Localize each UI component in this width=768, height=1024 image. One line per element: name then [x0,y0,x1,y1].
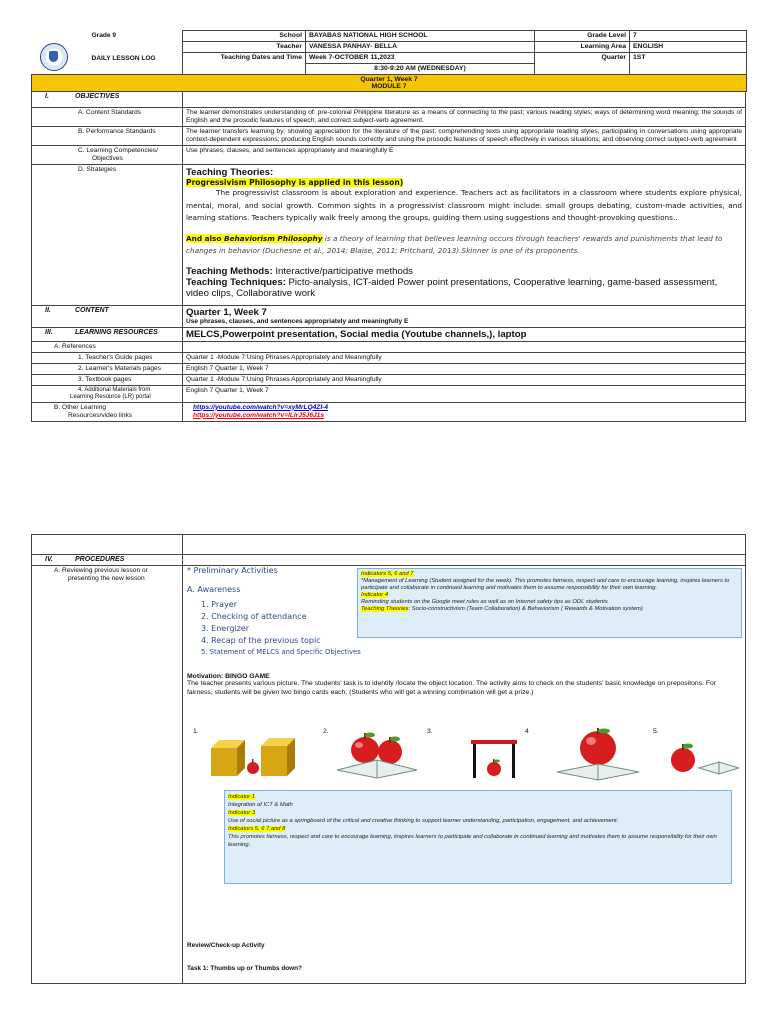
pic-num-5: 5. [653,728,659,735]
content-cell [183,305,746,327]
video-links [183,402,746,421]
pic-num-1: 1. [193,728,199,735]
lesson-log-page-1 [31,30,746,422]
grade-label: Grade 9 [91,31,117,39]
step-5: 5. Statement of MELCS and Specific Objectives [201,648,361,656]
objectives-heading: I. OBJECTIVES [32,92,183,108]
teaching-techniques: Teaching Techniques: Picto-analysis, ICT-aided Power point presentations, Cooperative learning, game-based assessment, video clips, Collaborative work [186,276,718,299]
content-standards-text: The learner demonstrates understanding of: pre-colonial Philippine literature as a means of connecting to the past; various reading styles; ways of determining word meaning; the sounds of English and the prosodic features of speech; and correct subject-verb agreement. [183,108,746,127]
progressivism-label: Progressivism Philosophy is applied in this lesson) [186,178,404,187]
deped-seal-icon [40,42,68,71]
pic-num-3: 3. [427,728,433,735]
pic-num-2: 2. [323,728,329,735]
content-line-2: Use phrases, clauses, and sentences appropriately and meaningfully E [186,317,409,325]
textbook-label: 3. Textbook pages [32,374,183,385]
boxes-apple-icon [209,734,309,780]
step-4: 4. Recap of the previous topic [201,636,321,645]
video-link-1[interactable]: https://youtube.com/watch?v=xyMrLQ4ZI-4 [193,403,329,411]
banner-line-2: MODULE 7 [371,83,407,90]
performance-standards-label: B. Performance Standards [32,127,183,146]
pic-num-4: 4 [525,728,529,735]
progressivism-text: The progressivist classroom is about exploration and experience. Teachers act as facilitators in a classroom where students explore physical, mental, moral, and social growth. Common sights in a progressivist classroom might include: small groups debating, custom-made activities, and learning stations. Teachers typically walk freely among the groups, guiding them using suggestions and thought-provoking questions.. [186,188,742,222]
strategies-label: D. Strategies [32,165,183,306]
apple-beside-book-icon [669,736,739,780]
time-value: 8:30-9:20 AM (WEDNESDAY) [306,64,535,75]
area-value: ENGLISH [630,42,747,53]
dates-label: Teaching Dates and Time [183,53,306,75]
indicator-box-1: Indicators 5, 6 and 7 *Management of Learning (Student assigned for the week). This promotes fairness, respect and care to encourage learning, inspires learners to participate and collaborate in continued learning and motivates them to assume responsibility for their own learning. Indicator 4 Reminding students on the Google meet rules as well as on Internet safety tips as ODL students Teaching Theories: Socio-constructivism (Team Collaboration) & Behaviorism ( Rewards & Motivation system) [357,568,742,638]
preliminary-title: * Preliminary Activities [187,566,278,575]
other-resources-label: B. Other Learning Resources/video links [32,402,183,421]
teacher-value: VANESSA PANHAY- BELLA [306,42,535,53]
step-1: 1. Prayer [201,600,237,609]
references-label: A. References [32,341,183,352]
objectives-blank [183,92,746,108]
blank-2 [183,535,746,555]
grade-level-label: Grade Level [535,31,630,42]
grade-level-value: 7 [630,31,747,42]
lr-value: English 7 Quarter 1, Week 7 [183,385,746,402]
strategies-cell [183,165,746,306]
performance-standards-text: The learner transfers learning by: showing appreciation for the literature of the past; comprehending texts using appropriate reading styles; participating in conversations using appropriate context-dependent expressions; producing English sounds correctly and using the prosodic features of speech effectively in various situations; and observing correct subject-verb agreement [183,127,746,146]
textbook-value: Quarter 1 -Module 7:Using Phrases Appropriately and Meaningfully [183,374,746,385]
behaviorism-paragraph: And also Behaviorism Philosophy is a theory of learning that believes learning occurs through teachers' rewards and punishments that lead to changes in behavior (Duchesne et al., 2014; Blaise, 2011; Pritchard, 2013).Skinner is one of its proponents. [186,233,723,255]
content-standards-label: A. Content Standards [32,108,183,127]
body-table [31,91,746,422]
video-link-2[interactable]: https://youtube.com/watch?v=lLlrJ5J6J1s [193,411,324,419]
quarter-banner [32,75,747,92]
resources-text: MELCS,Powerpoint presentation, Social media (Youtube channels,), laptop [183,327,746,341]
review-title: Review/Check-up Activity [187,942,265,949]
teacher-label: Teacher [183,42,306,53]
procedures-heading: IV. PROCEDURES [32,555,183,566]
log-title: DAILY LESSON LOG [91,54,156,62]
task-title: Task 1: Thumbs up or Thumbs down? [187,965,302,972]
content-line-1: Quarter 1, Week 7 [186,306,267,318]
step-2: 2. Checking of attendance [201,612,307,621]
apple-under-table-icon [469,738,519,780]
competencies-label: C. Learning Competencies/ Objectives [32,146,183,165]
apple-above-book-icon [555,728,641,782]
teaching-methods: Teaching Methods: Interactive/participative methods [186,265,413,277]
dates-value: Week 7-OCTOBER 11,2023 [306,53,535,64]
lm-value: English 7 Quarter 1, Week 7 [183,363,746,374]
resources-heading: III. LEARNING RESOURCES [32,327,183,341]
references-blank [183,341,746,352]
tg-value: Quarter 1 -Module 7:Using Phrases Appropriately and Meaningfully [183,352,746,363]
area-label: Learning Area [535,42,630,53]
school-label: School [183,31,306,42]
awareness-title: A. Awareness [187,585,241,594]
teaching-theories-title: Teaching Theories: [186,167,274,178]
lesson-log-page-2 [31,534,746,984]
lm-label: 2. Learner's Materials pages [32,363,183,374]
apple-on-book-icon [335,730,421,780]
motivation-text: The teacher presents various picture. The students' task is to identify /locate the object location. The activity aims to check on the students' basic knowledge on prepositons. For fairness, students will be given two bingo cards each. (Students who will get a winning combination will get a prize.) [187,680,717,696]
quarter-value: 1ST [630,53,747,75]
blank-1 [32,535,183,555]
reviewing-label: A. Reviewing previous lesson or presenting the new lesson [32,566,183,984]
lr-label: 4. Additional Materials from Learning Resource (LR) portal [32,385,183,402]
header-left [32,31,183,75]
banner-line-1: Quarter 1, Week 7 [360,76,418,83]
step-3: 3. Energizer [201,624,250,633]
procedures-blank [183,555,746,566]
motivation-title: Motivation: BINGO GAME [187,673,270,680]
tg-label: 1. Teacher's Guide pages [32,352,183,363]
competencies-text: Use phrases, clauses, and sentences appropriately and meaningfully E [183,146,746,165]
school-value: BAYABAS NATIONAL HIGH SCHOOL [306,31,535,42]
content-heading: II. CONTENT [32,305,183,327]
quarter-label: Quarter [535,53,630,75]
indicator-box-2: Indicator 1 Integration of ICT & Math Indicator 3 Use of social picture as a springboard of the critical and creative thinking to support learner understanding, participation, engagement, and achievement. Indicators 5, 6 7,and 8 This promotes fairness, respect and care to encourage learning, inspires learners to participate and collaborate in continued learning and motivates them to assume responsibility for their own learning. [224,790,732,884]
header-table [31,30,747,92]
preposition-pictures [189,728,739,788]
